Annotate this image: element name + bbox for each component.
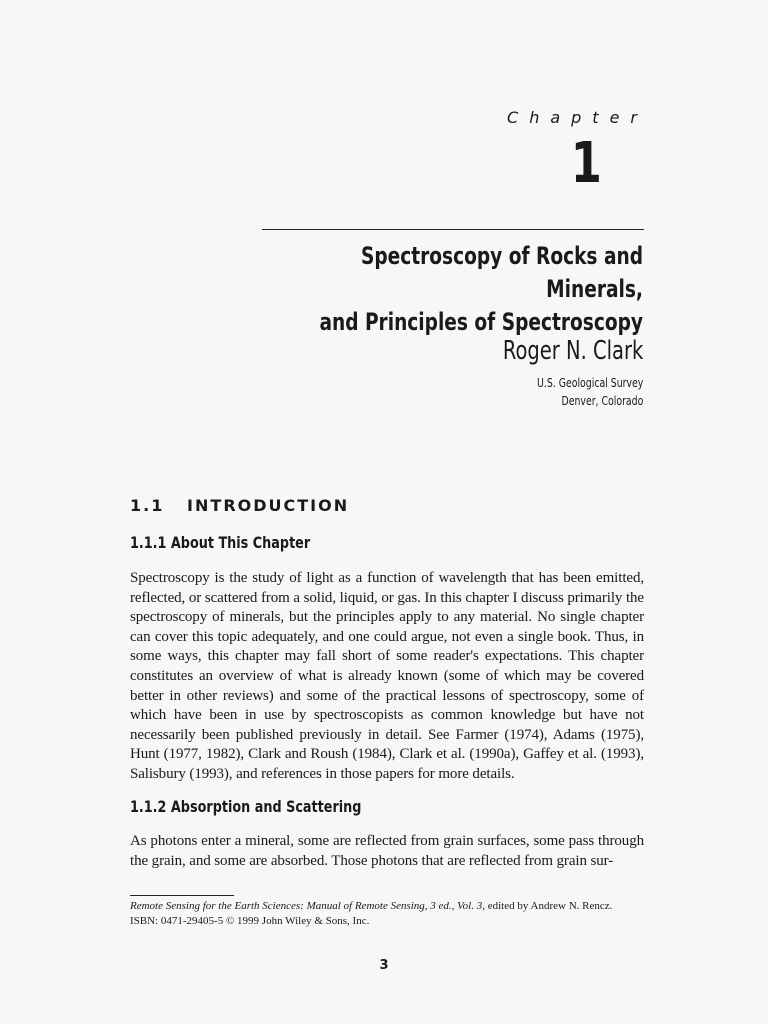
footnote-editor: edited by Andrew N. Rencz. xyxy=(484,900,613,912)
chapter-number: 1 xyxy=(570,131,602,196)
subsection-heading-1: 1.1.1 About This Chapter xyxy=(130,533,311,552)
footnote-isbn: ISBN: 0471-29405-5 © 1999 John Wiley & Sons, Inc. xyxy=(130,915,370,927)
chapter-label: Chapter xyxy=(507,108,648,127)
subsection-heading-2: 1.1.2 Absorption and Scattering xyxy=(130,797,362,816)
affiliation-location: Denver, Colorado xyxy=(561,394,643,408)
chapter-title-line-2: and Principles of Spectroscopy xyxy=(319,308,643,336)
paragraph-about-chapter: Spectroscopy is the study of light as a function of wavelength that has been emitted, reflected, or scattered from a solid, liquid, or gas. In this chapter I discuss primarily the spectroscopy of minerals, but the principles apply to any material. No single chapter can cover this topic adequately, and one could argue, not even a single book. Thus, in some ways, this chapter may fall short of some reader's expectations. This chapter constitutes an overview of what is already known (some of which may be covered better in other reviews) and some of the practical lessons of spectroscopy, some of which have been in use by spectroscopists as common knowledge but have not necessarily been published previously in detail. See Farmer (1974), Adams (1975), Hunt (1977, 1982), Clark and Roush (1984), Clark et al. (1990a), Gaffey et al. (1993), Salisbury (1993), and references in those papers for more details. xyxy=(130,570,644,782)
author-affiliation xyxy=(537,374,643,410)
page-number: 3 xyxy=(379,958,389,973)
footnote-rule xyxy=(130,895,234,896)
chapter-title xyxy=(282,240,643,339)
footnote xyxy=(130,899,644,929)
affiliation-org: U.S. Geological Survey xyxy=(536,376,643,390)
paragraph-absorption: As photons enter a mineral, some are reflected from grain surfaces, some pass through the grain, and some are absorbed. Those photons that are reflected from grain sur- xyxy=(130,833,644,869)
chapter-title-line-1: Spectroscopy of Rocks and Minerals, xyxy=(360,242,643,303)
title-rule xyxy=(262,229,644,230)
author-name: Roger N. Clark xyxy=(502,336,643,366)
section-heading: 1.1 INTRODUCTION xyxy=(130,496,350,515)
footnote-source: Remote Sensing for the Earth Sciences: Manual of Remote Sensing, 3 ed., Vol. 3, xyxy=(130,900,485,912)
